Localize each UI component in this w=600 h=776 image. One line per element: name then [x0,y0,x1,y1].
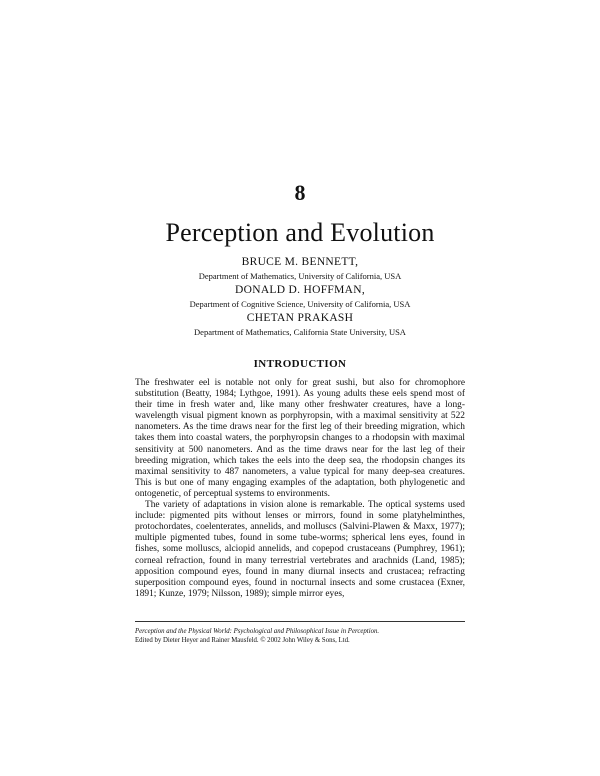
author-block [0,312,600,337]
chapter-number: 8 [294,180,306,205]
author-affiliation: Department of Mathematics, California State University, USA [194,327,406,337]
author-block [0,284,600,309]
paragraph: The freshwater eel is notable not only for great sushi, but also for chromophore substitution (Beatty, 1984; Lythgoe, 1991). As young adults these eels spend most of their time in fresh water and, like many other freshwater creatures, have a long-wavelength visual pigment known as porphyropsin, with a maximal sensitivity at 522 nanometers. As the time draws near for the first leg of their breeding migration, which takes them into coastal waters, the porphyropsin changes to a rhodopsin with maximal sensitivity at 500 nanometers. And as the time draws near for the last leg of their breeding migration, which takes the eels into the deep sea, the rhodopsin changes its maximal sensitivity to 487 nanometers, a value typical for many deep-sea creatures. This is but one of many engaging examples of the adaptation, both phylogenetic and ontogenetic, of perceptual systems to environments. [135,378,465,499]
author-name: BRUCE M. BENNETT, [241,256,359,268]
paragraph: The variety of adaptations in vision alone is remarkable. The optical systems used include: pigmented pits without lenses or mirrors, found in some platyhelminthes, protochordates, coelenterates, annelids, and molluscs (Salvini-Plawen & Maxx, 1977); multiple pigmented tubes, found in some tube-worms; spherical lens eyes, found in fishes, some molluscs, alciopid annelids, and copepod crustaceans (Pumphrey, 1961); corneal refraction, found in many terrestrial vertebrates and arachnids (Land, 1985); apposition compound eyes, found in many diurnal insects and crustacea; refracting superposition compound eyes, found in nocturnal insects and some crustacea (Exner, 1891; Kunze, 1979; Nilsson, 1989); simple mirror eyes, [135,500,465,599]
author-name: DONALD D. HOFFMAN, [235,284,365,296]
author-affiliation: Department of Cognitive Science, University of California, USA [189,299,411,309]
chapter-title: Perception and Evolution [165,218,435,247]
editor-copyright: Edited by Dieter Heyer and Rainer Mausfeld. © 2002 John Wiley & Sons, Ltd. [135,637,350,644]
copyright-footer [135,627,465,645]
footnote-rule [135,621,465,622]
author-name: CHETAN PRAKASH [246,312,354,324]
author-affiliation: Department of Mathematics, University of California, USA [198,271,402,281]
section-heading: INTRODUCTION [253,358,347,370]
book-citation: Perception and the Physical World: Psychological and Philosophical Issue in Perception. [135,628,380,635]
body-text [135,378,465,600]
author-block [0,256,600,281]
